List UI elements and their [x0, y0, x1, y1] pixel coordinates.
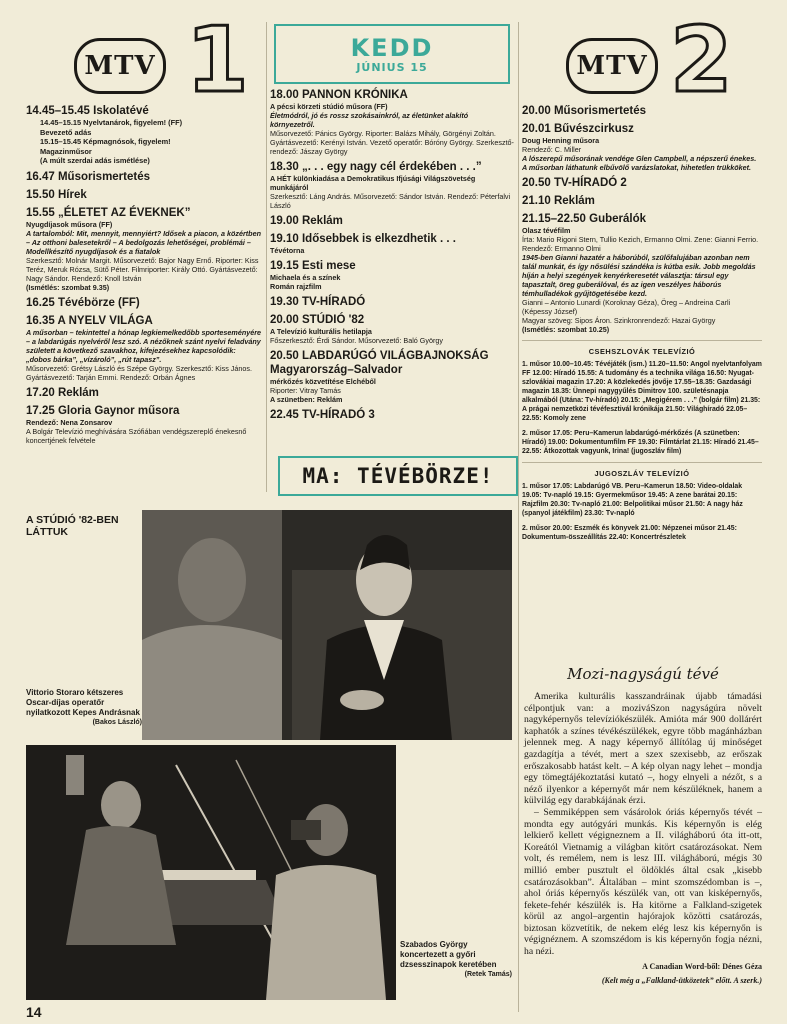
day-date: JÚNIUS 15 [356, 60, 428, 74]
foreign-tv-listing: 2. műsor 17.05: Peru–Kamerun labdarúgó-mérkőzés (A szünetben: Híradó) 19.00: Dokumentumfilm FF 19.30: Filmtárlat 21.15: Híradó 21.45–22.55: Átkozottak vagyunk, Irina! (jugoszláv film) [522, 430, 759, 455]
tevebörze-banner: MA: TÉVÉBÖRZE! [278, 456, 518, 496]
program-list [522, 104, 762, 334]
program-credits: Riporter: Vitray Tamás [270, 386, 341, 395]
program-credits: Gianni – Antonio Lunardi (Koroknay Géza), Öreg – Andreina Carli (Képessy József) [522, 298, 731, 316]
foreign-tv-listing: 1. műsor 17.05: Labdarúgó VB. Peru–Kamerun 18.50: Video-oldalak 19.05: Tv-napló 19.15: Gyermekműsor 19.45: A zene barátai 20.15: Rajzfilm 20.30: Tv-napló 21.00: Belpolitikai műsor 21.50: A nagy ház (spanyol játékfilm) 23.30: Tv-napló [522, 483, 743, 517]
column-divider [518, 22, 519, 1012]
program-note: A szünetben: Reklám [270, 395, 343, 404]
program-subtitle: mérkőzés közvetítése Elchéből [270, 377, 376, 386]
program-title: 14.45–15.45 Iskolatévé [26, 105, 149, 117]
program-title: 22.45 TV-HÍRADÓ 3 [270, 409, 375, 421]
program-note: (Ismétlés: szombat 10.25) [522, 325, 610, 334]
program-title: 19.00 Reklám [270, 215, 343, 227]
program-title: 16.35 A NYELV VILÁGA [26, 314, 153, 327]
program-title: 18.30 „. . . egy nagy cél érdekében . . .” [270, 161, 482, 173]
foreign-tv-heading: CSEHSZLOVÁK TELEVÍZIÓ [588, 347, 696, 356]
program-subtitle: Tévétorna [270, 246, 305, 255]
photo-credit: (Retek Tamás) [464, 971, 512, 978]
program-sub-item: 14.45–15.15 Nyelvtanárok, figyelem! (FF) [40, 118, 183, 127]
program-title: 19.15 Esti mese [270, 260, 356, 272]
program-sub-item: (A múlt szerdai adás ismétlése) [40, 156, 150, 165]
concert-photo [26, 745, 396, 1000]
foreign-tv-heading: JUGOSZLÁV TELEVÍZIÓ [594, 469, 690, 478]
program-entry [270, 408, 514, 422]
article-title: Mozi-nagyságú tévé [567, 665, 719, 683]
program-title: 20.00 STÚDIÓ '82 [270, 314, 365, 326]
program-entry [522, 122, 762, 172]
program-subtitle: Doug Henning műsora [522, 136, 600, 145]
program-note: (Ismétlés: szombat 9.35) [26, 282, 110, 292]
day-header [274, 24, 510, 84]
program-entry [522, 176, 762, 190]
program-entry [26, 170, 262, 184]
article [524, 665, 762, 986]
program-title: 16.47 Műsorismertetés [26, 170, 151, 183]
program-entry [270, 313, 514, 345]
tuesday-column [270, 22, 514, 422]
program-title: 18.00 PANNON KRÓNIKA [270, 89, 408, 101]
program-credits: Szerkesztő: Láng András. Műsorvezető: Sándor István. Rendező: Péterfalvi László [270, 192, 511, 210]
program-title: Magyarország–Salvador [270, 364, 403, 376]
program-description: A tartalomból: Mit, mennyit, mennyiért? Idősek a piacon, a közértben – Az otthoni balesetekről – A bedolgozás lehetőségei, problémái – Modellkészítő nyugdíjasok és a fiatalok [26, 228, 261, 256]
program-list [270, 88, 514, 422]
program-description: Életmódról, jó és rossz szokásainkról, az életünket alakító környezetről. [270, 111, 469, 129]
program-credits: Írta: Mario Rigoni Stern, Tullio Kezich, Ermanno Olmi. Zene: Gianni Ferrio. Rendező: Ermanno Olmi [522, 235, 759, 253]
program-subtitle: Rendező: Nena Zonsarov [26, 417, 113, 427]
foreign-tv-listing: 2. műsor 20.00: Eszmék és könyvek 21.00: Népzenei műsor 21.45: Dokumentum-összeállítás 22.40: Koncertrészletek [522, 525, 737, 541]
article-paragraph: – Semmiképpen sem vásárolok óriás képernyős tévét – mondta egy autógyári munkás. Kis képernyőn is elég lelkierő kellett végigneznem a II. világháború óta itt-ott, Koreától Vietnamig a világban kitört csatározásokat. Nem volt, és remélem, nem is lesz III. világháború, mégis 30 millió ember pusztult el öldöklés által csak „kisebb csatározásokban”. Általában – mint szomszédomban is –, ahol óriás képernyős készülék van, ott van kisképernyős, fekete-fehér készülék is. Ha kitörne a Falkland-szigetek körül az angol–argentin hajórajok közötti csatározás, biztosan közvetítik, de nekem elég lesz kis képernyőn is végignéznem. A szomszédom is kis képernyőn fogja nézni, ha nézi. [524, 806, 762, 958]
column-divider [266, 22, 267, 492]
program-credits: Műsorvezető: Grétsy László és Szépe György. Szerkesztő: Kiss János. Gyártásvezető: Tarján Emmi. Rendező: Orbán Ágnes [26, 363, 252, 382]
program-title: 15.55 „ÉLETET AZ ÉVEKNEK” [26, 206, 191, 219]
program-title: 21.15–22.50 Guberálók [522, 213, 647, 225]
article-paragraph: Amerika kulturális kasszandráinak újabb támadási célpontjuk van: a moziváSzon nagyságúra növelt nagyképernyős televíziókészülék. Amióta már 900 dollárért kaphatók a színes tévékészülékek, egyre több magánházban jelennek meg. A nagy képernyő állítólag új minőséget gazdagítja a tévét, mert a szex szexisebb, az erőszak erőszakosabb hatást kelt. – A kép olyan nagy lehet – mondja egy tömegtájékoztatási kutató –, hogy elnyeli a nézőt, s a néző ilyenkor a képernyőt már nem készüléknek, hanem a külvilág egy darabkájának érzi. [524, 691, 762, 807]
program-list [26, 104, 262, 445]
program-entry [26, 104, 262, 166]
program-title: 19.30 TV-HÍRADÓ [270, 296, 366, 308]
photo-section-heading: A STÚDIÓ '82-BEN LÁTTUK [26, 514, 119, 538]
program-title: 20.01 Bűvészcirkusz [522, 123, 634, 135]
article-byline: A Canadian Word-ből: Dénes Géza [642, 961, 762, 971]
program-title: 17.25 Gloria Gaynor műsora [26, 404, 180, 417]
program-subtitle: A pécsi körzeti stúdió műsora (FF) [270, 102, 388, 111]
program-title: 20.00 Műsorismertetés [522, 105, 647, 117]
program-subtitle: Olasz tévéfilm [522, 226, 571, 235]
program-subtitle: A HÉT különkiadása a Demokratikus Ifjúsági Világszövetség munkájáról [270, 174, 476, 192]
program-entry [26, 188, 262, 202]
program-title: 20.50 TV-HÍRADÓ 2 [522, 177, 627, 189]
program-description: A Bolgár Televízió meghívására Szófiában vendégszereplő énekesnő koncertjének felvétele [26, 426, 247, 445]
program-entry [270, 160, 514, 210]
program-description: A lószerepű műsorának vendége Glen Campbell, a népszerű énekes. A műsorban láthatunk elbűvölő varázslatokat, hihetetlen trükköket. [522, 154, 757, 172]
program-entry [270, 214, 514, 228]
page-number: 14 [26, 1004, 42, 1020]
program-title: 20.50 LABDARÚGÓ VILÁGBAJNOKSÁG [270, 350, 489, 362]
program-entry [26, 296, 262, 310]
mtv-logo-text: MTV [74, 38, 166, 94]
program-sub-item: Magazinműsor [40, 146, 92, 156]
program-credits: Rendező: C. Miller [522, 145, 582, 154]
program-entry [270, 295, 514, 309]
program-title: 15.50 Hírek [26, 188, 87, 201]
foreign-tv-listings [522, 347, 762, 542]
mtv-logo-text: MTV [566, 38, 658, 94]
program-entry [26, 404, 262, 445]
program-subtitle: Nyugdíjasok műsora (FF) [26, 219, 113, 229]
program-title: 19.10 Idősebbek is elkezdhetik . . . [270, 233, 456, 245]
program-entry [270, 259, 514, 291]
interview-photo [142, 510, 512, 740]
program-subtitle: Román rajzfilm [270, 282, 322, 291]
program-entry [26, 206, 262, 292]
program-entry [270, 349, 514, 404]
channel-1-column [26, 8, 262, 445]
divider [522, 462, 762, 463]
program-title: 17.20 Reklám [26, 386, 99, 399]
program-subtitle: Michaela és a színek [270, 273, 341, 282]
program-credits: Szerkesztő: Molnár Margit. Műsorvezető: Bajor Nagy Ernő. Riporter: Kiss Teréz, Meruk Rózsa, Sütő Péter. Filmriporter: Király Ottó. Gyártásvezető: Nagy Sándor. Rendező: Knoll István [26, 255, 259, 283]
program-title: 16.25 Tévébörze (FF) [26, 296, 140, 309]
program-title: 21.10 Reklám [522, 195, 595, 207]
channel-number: 2 [670, 8, 733, 113]
article-note: (Kelt még a „Falkland-ütközetek” előtt. A szerk.) [601, 975, 762, 985]
program-sub-item: Bevezető adás [40, 127, 92, 137]
foreign-tv-listing: 1. műsor 10.00–10.45: Tévéjáték (ism.) 11.20–11.50: Angol nyelvtanfolyam FF 12.00: Híradó 15.55: A tudomány és a technika világa 16.50: Nyugat-szlovákiai magazin 17.20: A közlekedés jövője 17.55–18.35: Gazdasági magazin 18.35: Ünnepi nagygyűlés Dimitrov 100. születésnapja alkalmából (Utána: Tv-híradó) 20.15: „Megigérem . . .” (bolgár film) 21.35: A prágai nemzetközi tévéfesztivál krónikája 21.50: Világhíradó 22.05–22.55: Komoly zene [522, 361, 762, 422]
program-description: A műsorban – tekintettel a hónap legkiemelkedőbb sporteseményére – a labdarúgás nyelvéről lesz szó. A nézőknek szánt nyelvi feladvány született a következő szavakhoz, kifejezésekhez kapcsolódik: „dobos bárka”, „vízároló”, „rút tapasz”. [26, 327, 261, 364]
program-credits: Műsorvezető: Pánics György. Riporter: Balázs Mihály, Görgényi Zoltán. Gyártásvezető: Kerényi István. Vezető operatőr: Bóróny György. Szerkesztő-rendező: Jászay György [270, 129, 514, 156]
program-entry [270, 232, 514, 255]
channel-2-column [522, 8, 762, 548]
program-entry [270, 88, 514, 156]
program-description: 1945-ben Gianni hazatér a háborúból, szülőfalujában azonban nem talál munkát, és így nősülési szándéka is kútba esik. Jobb megoldás híján a helyi szegények kenyérkeresetét választja: társul egy tapasztalt, öreg guberálóval, és az igen veszélyes háborús témhulladékok gyűjtögetésébe kezd. [522, 253, 756, 298]
program-entry [522, 194, 762, 208]
program-entry [26, 386, 262, 400]
photo-caption [400, 940, 512, 980]
channel-number: 1 [186, 8, 249, 113]
divider [522, 340, 762, 341]
program-credits: Magyar szöveg: Sipos Áron. Szinkronrendező: Hazai György [522, 316, 716, 325]
photo-caption [26, 688, 142, 728]
caption-text: Vittorio Storaro kétszeres Oscar-díjas operatőr nyilatkozott Kepes Andrásnak [26, 688, 140, 717]
caption-text: Szabados György koncertezett a győri dzsesszinapok keretében [400, 940, 497, 969]
program-credits: Főszerkesztő: Érdi Sándor. Műsorvezető: Baló György [270, 336, 443, 345]
day-name: KEDD [350, 33, 434, 62]
program-subtitle: A Televízió kulturális hetilapja [270, 327, 372, 336]
program-entry [26, 314, 262, 382]
photo-credit: (Bakos László) [92, 719, 142, 726]
program-entry [522, 212, 762, 334]
concert-photo-image [26, 745, 396, 1000]
interview-photo-image [142, 510, 512, 740]
program-sub-item: 15.15–15.45 Képmagnósok, figyelem! [40, 137, 171, 146]
